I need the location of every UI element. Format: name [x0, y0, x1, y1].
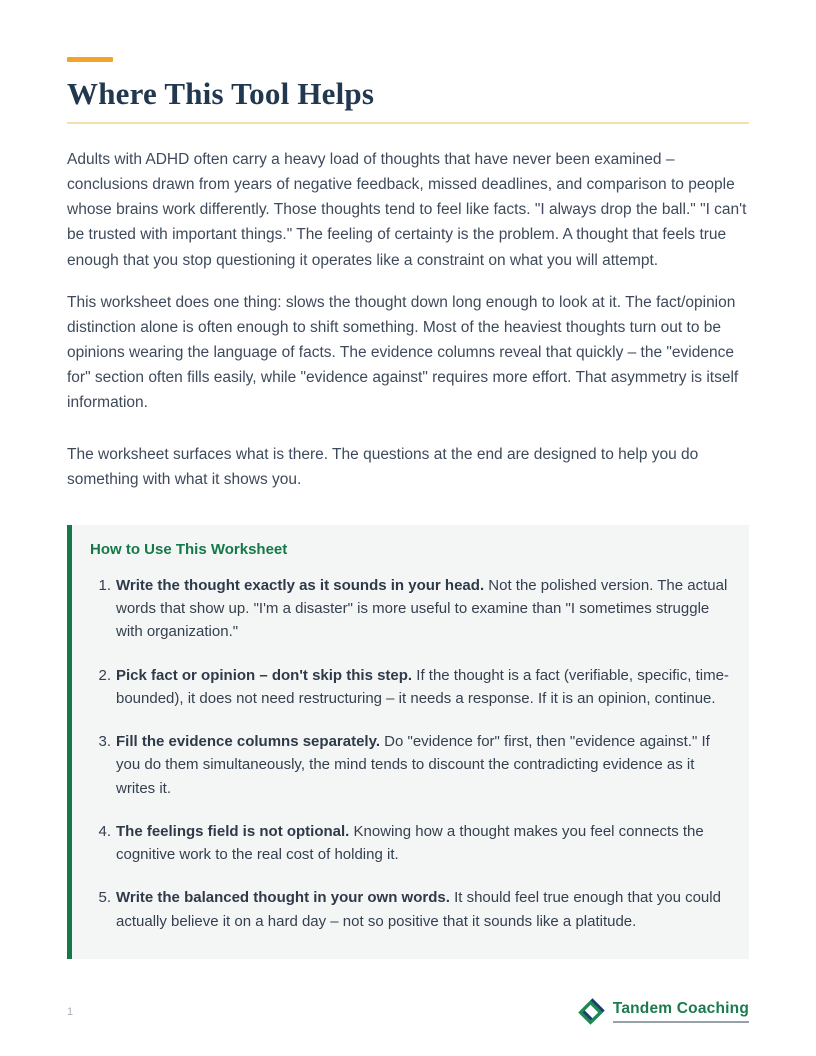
step-text [116, 820, 729, 867]
step-text [116, 730, 729, 800]
intro-paragraph-3: The worksheet surfaces what is there. The questions at the end are designed to help you do something with what it shows you. [67, 446, 699, 489]
step-body: If the thought is a fact (verifiable, specific, time-bounded), it does not need restructuring – it needs a response. If it is an opinion, continue. [116, 666, 729, 707]
step-item-5 [90, 886, 729, 933]
page-footer [67, 998, 749, 1025]
step-lead: Write the thought exactly as it sounds in your head. [116, 576, 485, 594]
step-item-2 [90, 664, 729, 711]
step-item-4 [90, 820, 729, 867]
accent-bar [67, 57, 113, 62]
title-underline [67, 122, 749, 124]
step-body: It should feel true enough that you could actually believe it on a hard day – not so positive that it sounds like a platitude. [116, 889, 721, 930]
step-item-1 [90, 574, 729, 644]
step-lead: Write the balanced thought in your own words. [116, 889, 450, 907]
step-number: 5. [98, 889, 111, 907]
how-to-callout-box [67, 525, 749, 959]
step-text [116, 886, 729, 933]
step-lead: Fill the evidence columns separately. [116, 733, 380, 751]
tandem-diamond-icon [578, 998, 605, 1025]
step-number: 4. [98, 822, 111, 840]
steps-list [90, 574, 729, 933]
step-body: Knowing how a thought makes you feel connects the cognitive work to the real cost of holding it. [116, 822, 704, 864]
callout-heading: How to Use This Worksheet [90, 541, 288, 559]
step-number: 2. [98, 666, 111, 684]
step-text [116, 574, 729, 644]
page-title: Where This Tool Helps [67, 76, 375, 111]
step-item-3 [90, 730, 729, 800]
intro-paragraph-1: Adults with ADHD often carry a heavy load of thoughts that have never been examined – conclusions drawn from years of negative feedback, missed deadlines, and comparison to people whose brains work differently. Those thoughts tend to feel like facts. "I always drop the ball." "I can't be trusted with important things." The feeling of certainty is the problem. A thought that feels true enough that you stop questioning it operates like a constraint on what you will attempt. [67, 151, 747, 269]
intro-section [67, 147, 749, 492]
page-header [67, 57, 749, 124]
step-number: 3. [98, 733, 111, 751]
step-body: Not the polished version. The actual words that show up. "I'm a disaster" is more useful to examine than "I sometimes struggle with organization." [116, 576, 728, 641]
step-text [116, 664, 729, 711]
page-number: 1 [67, 1005, 74, 1018]
step-lead: The feelings field is not optional. [116, 822, 350, 840]
brand-logo-link[interactable] [578, 998, 749, 1025]
intro-paragraph-2: This worksheet does one thing: slows the thought down long enough to look at it. The fact/opinion distinction alone is often enough to shift something. Most of the heaviest thoughts turn out to be opinions wearing the language of facts. The evidence columns reveal that quickly – the "evidence for" section often fills easily, while "evidence against" requires more effort. That asymmetry is itself information. [67, 293, 739, 412]
step-body: Do "evidence for" first, then "evidence against." If you do them simultaneously, the mind tends to discount the contradicting evidence as it writes it. [116, 733, 710, 797]
brand-name: Tandem Coaching [613, 1000, 749, 1023]
step-number: 1. [98, 576, 111, 594]
step-lead: Pick fact or opinion – don't skip this step. [116, 666, 413, 684]
